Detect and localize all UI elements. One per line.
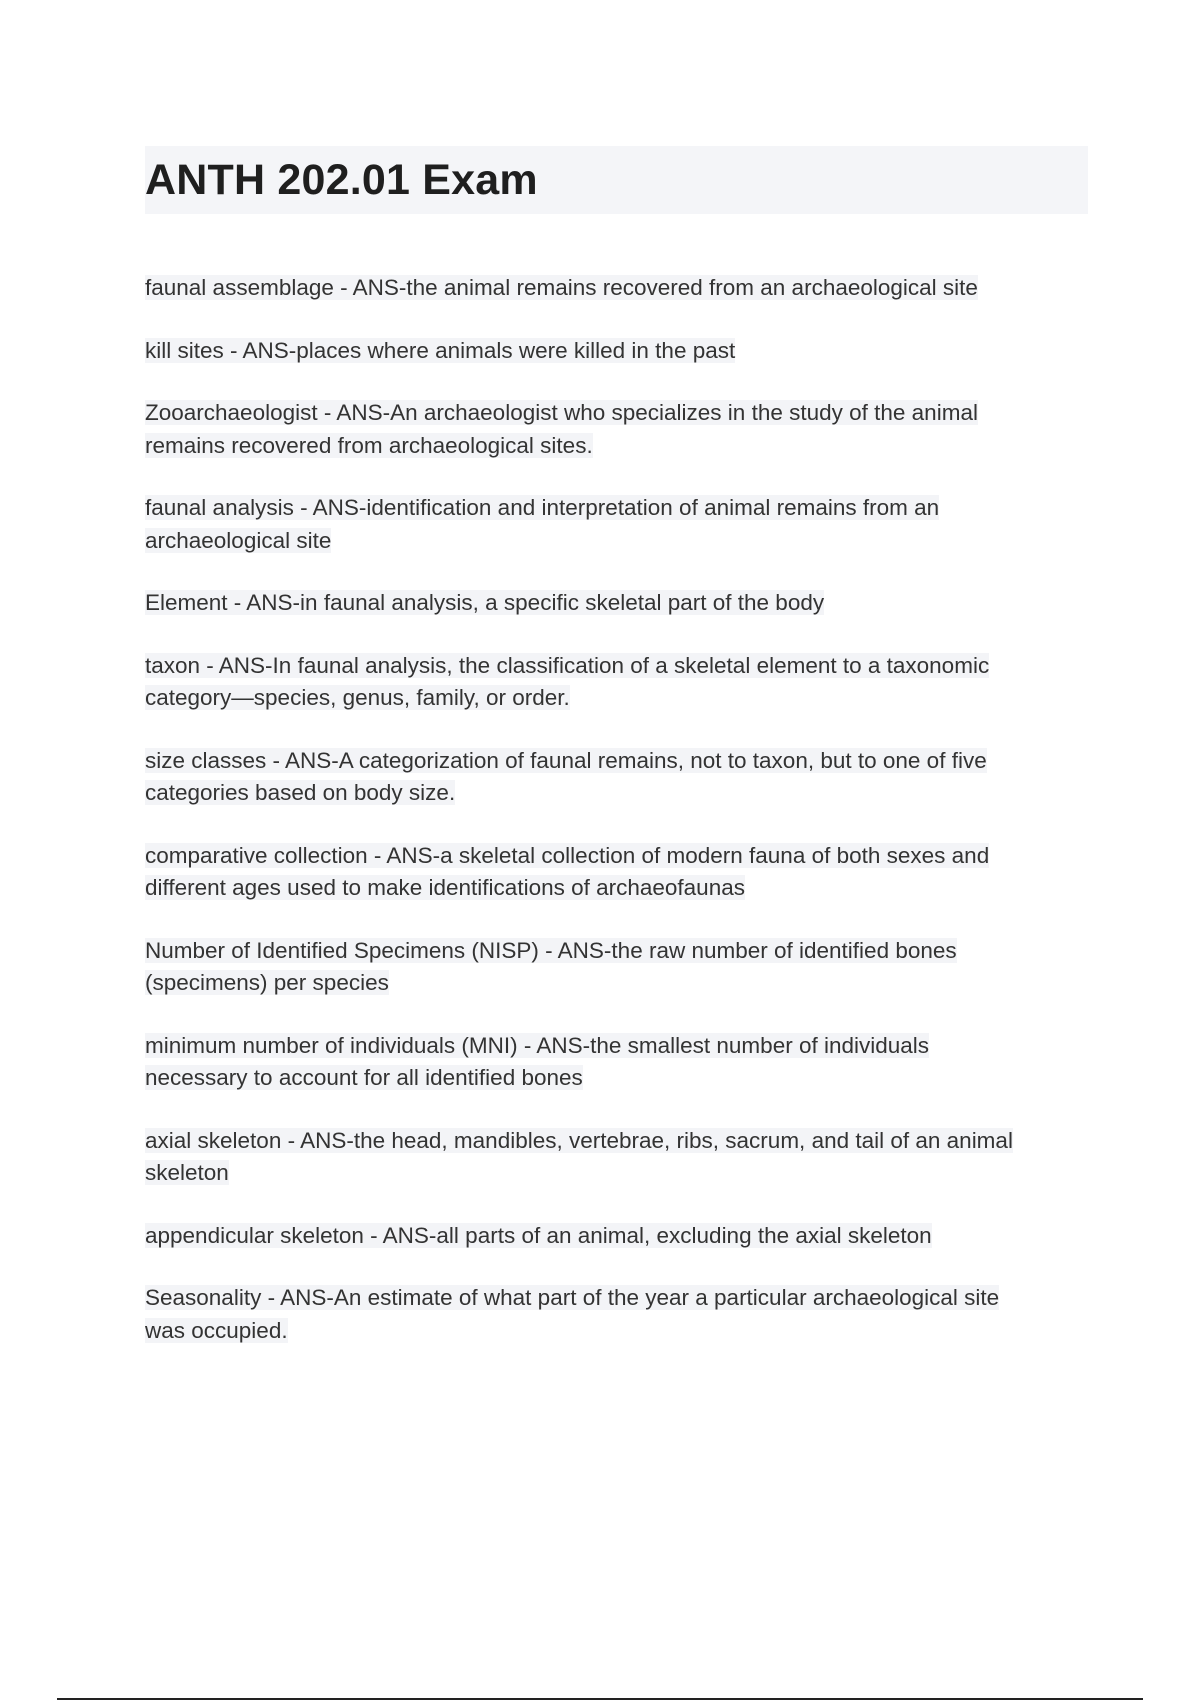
entry-line	[145, 650, 1095, 683]
entry-text: kill sites - ANS-places where animals were killed in the past	[145, 337, 736, 363]
flashcard-list	[145, 272, 1095, 1377]
flashcard-entry	[145, 935, 1095, 1000]
entry-text: minimum number of individuals (MNI) - ANS-the smallest number of individuals	[145, 1032, 930, 1058]
flashcard-entry	[145, 492, 1095, 557]
entry-text: appendicular skeleton - ANS-all parts of an animal, excluding the axial skeleton	[145, 1222, 932, 1248]
entry-text: category—species, genus, family, or order.	[145, 685, 570, 710]
entry-text: comparative collection - ANS-a skeletal collection of modern fauna of both sexes and	[145, 842, 990, 868]
entry-text: necessary to account for all identified bones	[145, 1065, 583, 1090]
entry-text: Element - ANS-in faunal analysis, a specific skeletal part of the body	[145, 590, 825, 615]
entry-line	[145, 1282, 1095, 1315]
entry-line	[145, 587, 1095, 620]
flashcard-entry	[145, 1220, 1095, 1253]
flashcard-entry	[145, 1282, 1095, 1347]
entry-text: Zooarchaeologist - ANS-An archaeologist who specializes in the study of the animal	[145, 400, 978, 425]
entry-line	[145, 492, 1095, 525]
entry-text: remains recovered from archaeological sites.	[145, 432, 593, 458]
entry-text: faunal assemblage - ANS-the animal remains recovered from an archaeological site	[145, 275, 978, 300]
entry-line	[145, 840, 1095, 873]
flashcard-entry	[145, 397, 1095, 462]
entry-text: faunal analysis - ANS-identification and interpretation of animal remains from an	[145, 495, 940, 520]
entry-line	[145, 1030, 1095, 1063]
entry-text: (specimens) per species	[145, 970, 389, 995]
entry-text: size classes - ANS-A categorization of faunal remains, not to taxon, but to one of five	[145, 747, 987, 773]
entry-line	[145, 272, 1095, 305]
entry-line	[145, 967, 1095, 1000]
entry-line	[145, 745, 1095, 778]
flashcard-entry	[145, 587, 1095, 620]
entry-text: was occupied.	[145, 1317, 288, 1343]
entry-text: Number of Identified Specimens (NISP) - ANS-the raw number of identified bones	[145, 937, 957, 963]
entry-text: different ages used to make identifications of archaeofaunas	[145, 875, 745, 900]
flashcard-entry	[145, 650, 1095, 715]
entry-line	[145, 682, 1095, 715]
flashcard-entry	[145, 335, 1095, 368]
entry-line	[145, 777, 1095, 810]
entry-text: skeleton	[145, 1160, 229, 1185]
entry-text: Seasonality - ANS-An estimate of what part of the year a particular archaeological site	[145, 1285, 1000, 1310]
entry-line	[145, 430, 1095, 463]
entry-line	[145, 1315, 1095, 1348]
entry-line	[145, 872, 1095, 905]
entry-line	[145, 1220, 1095, 1253]
entry-line	[145, 335, 1095, 368]
entry-line	[145, 1157, 1095, 1190]
entry-text: taxon - ANS-In faunal analysis, the classification of a skeletal element to a taxonomic	[145, 652, 990, 678]
entry-line	[145, 397, 1095, 430]
entry-line	[145, 1062, 1095, 1095]
entry-text: axial skeleton - ANS-the head, mandibles, vertebrae, ribs, sacrum, and tail of an animal	[145, 1127, 1013, 1153]
flashcard-entry	[145, 1125, 1095, 1190]
flashcard-entry	[145, 745, 1095, 810]
flashcard-entry	[145, 1030, 1095, 1095]
flashcard-entry	[145, 840, 1095, 905]
document-title: ANTH 202.01 Exam	[145, 156, 538, 204]
entry-text: archaeological site	[145, 527, 332, 553]
entry-line	[145, 935, 1095, 968]
entry-line	[145, 525, 1095, 558]
flashcard-entry	[145, 272, 1095, 305]
entry-text: categories based on body size.	[145, 780, 456, 805]
entry-line	[145, 1125, 1095, 1158]
